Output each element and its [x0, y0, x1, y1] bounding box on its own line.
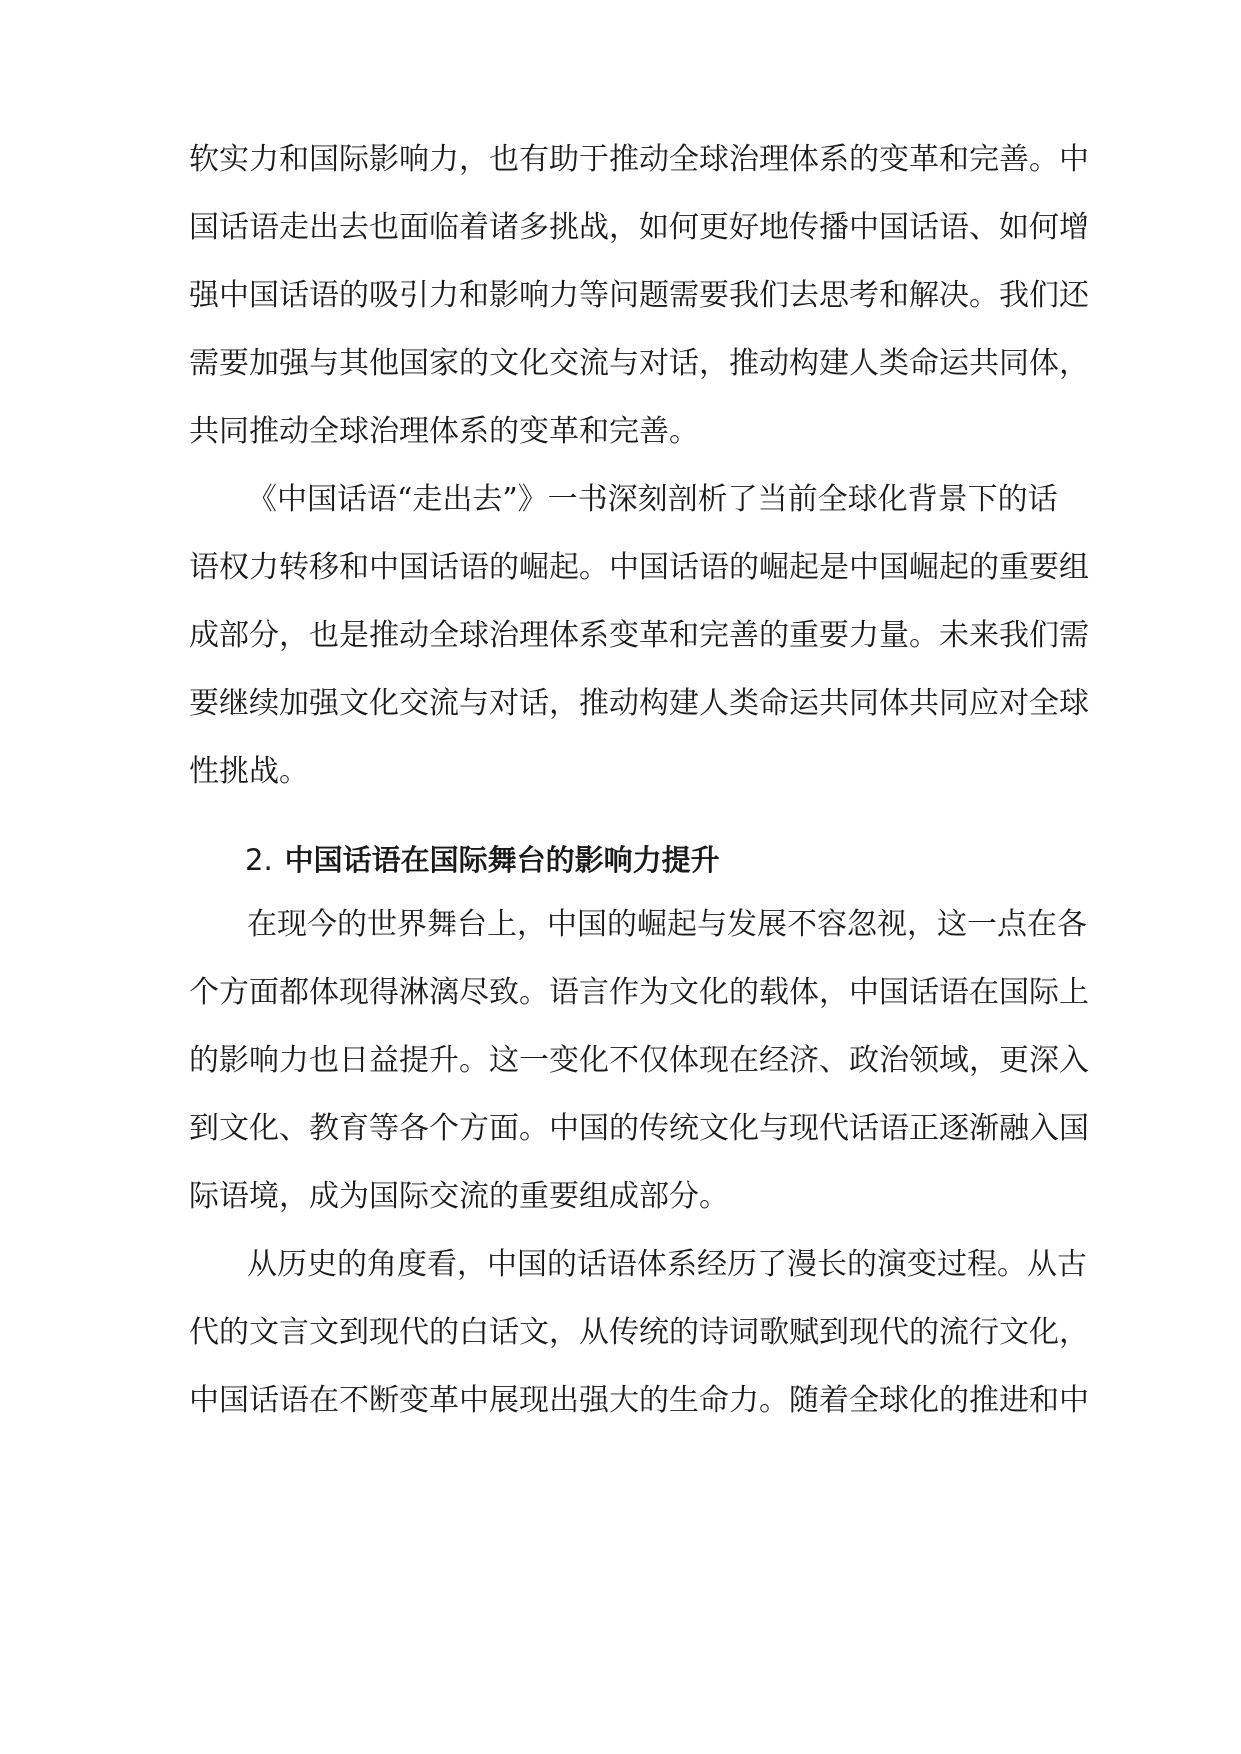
paragraph-2-line-2: 语权力转移和中国话语的崛起。中国话语的崛起是中国崛起的重要组 — [189, 550, 1089, 585]
paragraph-2-line-5: 性挑战。 — [189, 754, 309, 789]
paragraph-4-line-2: 代的文言文到现代的白话文，从传统的诗词歌赋到现代的流行文化， — [189, 1315, 1089, 1350]
paragraph-3-line-5: 际语境，成为国际交流的重要组成部分。 — [189, 1179, 729, 1214]
paragraph-1-line-3: 强中国话语的吸引力和影响力等问题需要我们去思考和解决。我们还 — [189, 278, 1089, 313]
paragraph-4-line-3: 中国话语在不断变革中展现出强大的生命力。随着全球化的推进和中 — [189, 1383, 1089, 1418]
section-heading — [245, 840, 720, 880]
paragraph-1-line-5: 共同推动全球治理体系的变革和完善。 — [189, 414, 699, 449]
paragraph-3-line-3: 的影响力也日益提升。这一变化不仅体现在经济、政治领域，更深入 — [189, 1043, 1089, 1078]
section-title: 中国话语在国际舞台的影响力提升 — [284, 843, 720, 877]
section-number: 2. — [245, 843, 273, 877]
paragraph-1-line-2: 国话语走出去也面临着诸多挑战，如何更好地传播中国话语、如何增 — [189, 210, 1089, 245]
paragraph-1-line-1: 软实力和国际影响力，也有助于推动全球治理体系的变革和完善。中 — [189, 142, 1089, 177]
paragraph-4-line-1: 从历史的角度看，中国的话语体系经历了漫长的演变过程。从古 — [247, 1247, 1087, 1282]
paragraph-1-line-4: 需要加强与其他国家的文化交流与对话，推动构建人类命运共同体， — [189, 346, 1089, 381]
paragraph-3-line-2: 个方面都体现得淋漓尽致。语言作为文化的载体，中国话语在国际上 — [189, 975, 1089, 1010]
paragraph-2-line-4: 要继续加强文化交流与对话，推动构建人类命运共同体共同应对全球 — [189, 686, 1089, 721]
paragraph-2-line-1: 《中国话语“走出去”》一书深刻剖析了当前全球化背景下的话 — [247, 482, 1058, 517]
paragraph-3-line-4: 到文化、教育等各个方面。中国的传统文化与现代话语正逐渐融入国 — [189, 1111, 1089, 1146]
paragraph-2-line-3: 成部分，也是推动全球治理体系变革和完善的重要力量。未来我们需 — [189, 618, 1089, 653]
paragraph-3-line-1: 在现今的世界舞台上，中国的崛起与发展不容忽视，这一点在各 — [247, 907, 1087, 942]
